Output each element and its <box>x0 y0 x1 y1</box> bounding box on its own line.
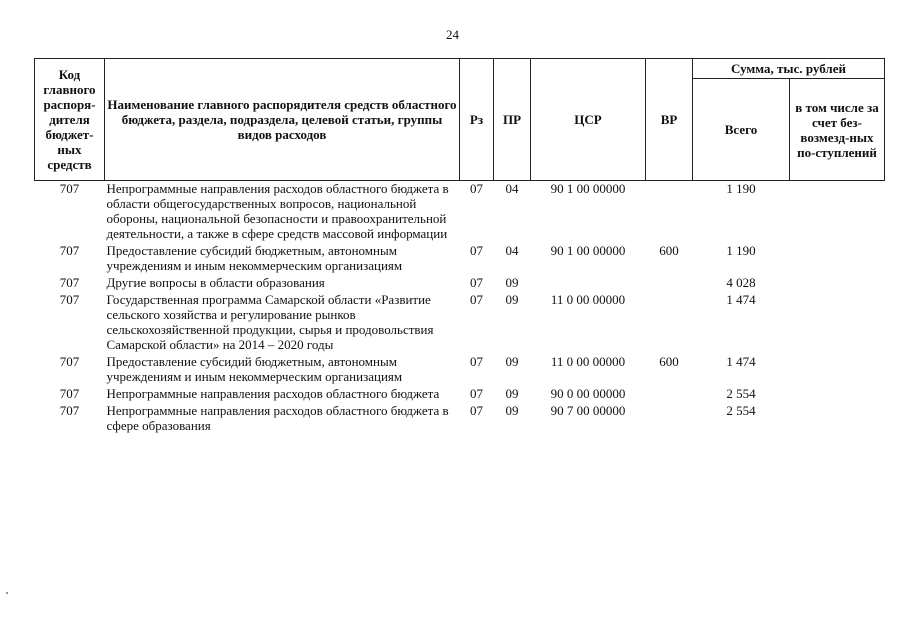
cell-code: 707 <box>59 292 80 307</box>
cell-free <box>790 243 885 275</box>
cell-name: Предоставление субсидий бюджетным, автономным учреждениям и иным некоммерческим организациям <box>106 354 403 384</box>
cell-pr: 09 <box>505 275 519 290</box>
header-vr: ВР <box>646 59 693 181</box>
header-free: в том числе за счет без-возмезд-ных по-ступлений <box>790 79 885 181</box>
cell-vr <box>646 275 693 292</box>
header-pr: ПР <box>494 59 531 181</box>
cell-code: 707 <box>59 181 80 196</box>
cell-csr: 90 0 00 00000 <box>550 386 626 401</box>
cell-free <box>790 354 885 386</box>
cell-csr: 90 7 00 00000 <box>550 403 626 418</box>
header-csr: ЦСР <box>531 59 646 181</box>
cell-csr: 90 1 00 00000 <box>550 243 626 258</box>
cell-vr: 600 <box>659 354 679 369</box>
cell-csr <box>531 275 646 292</box>
cell-code: 707 <box>59 403 80 418</box>
cell-pr: 09 <box>505 403 519 418</box>
cell-pr: 04 <box>505 181 519 196</box>
cell-vr: 600 <box>659 243 679 258</box>
cell-total: 4 028 <box>726 275 756 290</box>
table-row <box>35 243 885 275</box>
cell-name: Предоставление субсидий бюджетным, автономным учреждениям и иным некоммерческим организациям <box>106 243 403 273</box>
cell-code: 707 <box>59 354 80 369</box>
cell-code: 707 <box>59 386 80 401</box>
header-sum-group: Сумма, тыс. рублей <box>693 59 885 79</box>
cell-total: 1 190 <box>726 243 756 258</box>
cell-csr: 11 0 00 00000 <box>550 292 626 307</box>
cell-rz: 07 <box>470 181 483 196</box>
cell-rz: 07 <box>470 403 483 418</box>
page-number: 24 <box>446 27 459 42</box>
cell-rz: 07 <box>470 243 483 258</box>
table-header <box>35 59 885 181</box>
cell-total: 1 190 <box>726 181 756 196</box>
cell-name: Непрограммные направления расходов областного бюджета <box>106 386 440 401</box>
table-row <box>35 403 885 435</box>
header-rz: Рз <box>460 59 494 181</box>
cell-name: Непрограммные направления расходов областного бюджета в сфере образования <box>106 403 449 433</box>
table-row <box>35 181 885 244</box>
cell-total: 2 554 <box>726 386 756 401</box>
header-name: Наименование главного распорядителя средств областного бюджета, раздела, подраздела, целевой статьи, группы видов расходов <box>105 59 460 181</box>
cell-free <box>790 292 885 354</box>
cell-free <box>790 275 885 292</box>
table-row <box>35 275 885 292</box>
cell-vr <box>646 181 693 244</box>
scan-mark <box>6 592 8 594</box>
cell-pr: 09 <box>505 386 519 401</box>
table-row <box>35 386 885 403</box>
cell-rz: 07 <box>470 386 483 401</box>
budget-table <box>34 58 885 435</box>
cell-vr <box>646 386 693 403</box>
cell-name: Непрограммные направления расходов областного бюджета в области общегосударственных вопросов, национальной обороны, национальной безопасности и правоохранительной деятельности, а также в сфере средств массовой информации <box>106 181 449 241</box>
cell-total: 2 554 <box>726 403 756 418</box>
cell-pr: 09 <box>505 354 519 369</box>
cell-csr: 11 0 00 00000 <box>550 354 626 369</box>
cell-free <box>790 403 885 435</box>
cell-total: 1 474 <box>726 354 756 369</box>
cell-vr <box>646 292 693 354</box>
cell-free <box>790 181 885 244</box>
table-row <box>35 354 885 386</box>
cell-csr: 90 1 00 00000 <box>550 181 626 196</box>
cell-vr <box>646 403 693 435</box>
cell-rz: 07 <box>470 354 483 369</box>
cell-pr: 09 <box>505 292 519 307</box>
cell-rz: 07 <box>470 275 483 290</box>
table-row <box>35 292 885 354</box>
cell-name: Другие вопросы в области образования <box>106 275 325 290</box>
cell-code: 707 <box>59 275 80 290</box>
cell-pr: 04 <box>505 243 519 258</box>
cell-code: 707 <box>59 243 80 258</box>
table-body <box>35 181 885 436</box>
cell-free <box>790 386 885 403</box>
cell-rz: 07 <box>470 292 483 307</box>
cell-name: Государственная программа Самарской области «Развитие сельского хозяйства и регулирование рынков сельскохозяйственной продукции, сырья и продовольствия Самарской области» на 2014 – 2020 годы <box>106 292 434 352</box>
header-code: Код главного распоря-дителя бюджет-ных средств <box>35 59 105 181</box>
cell-total: 1 474 <box>726 292 756 307</box>
header-total: Всего <box>693 79 790 181</box>
